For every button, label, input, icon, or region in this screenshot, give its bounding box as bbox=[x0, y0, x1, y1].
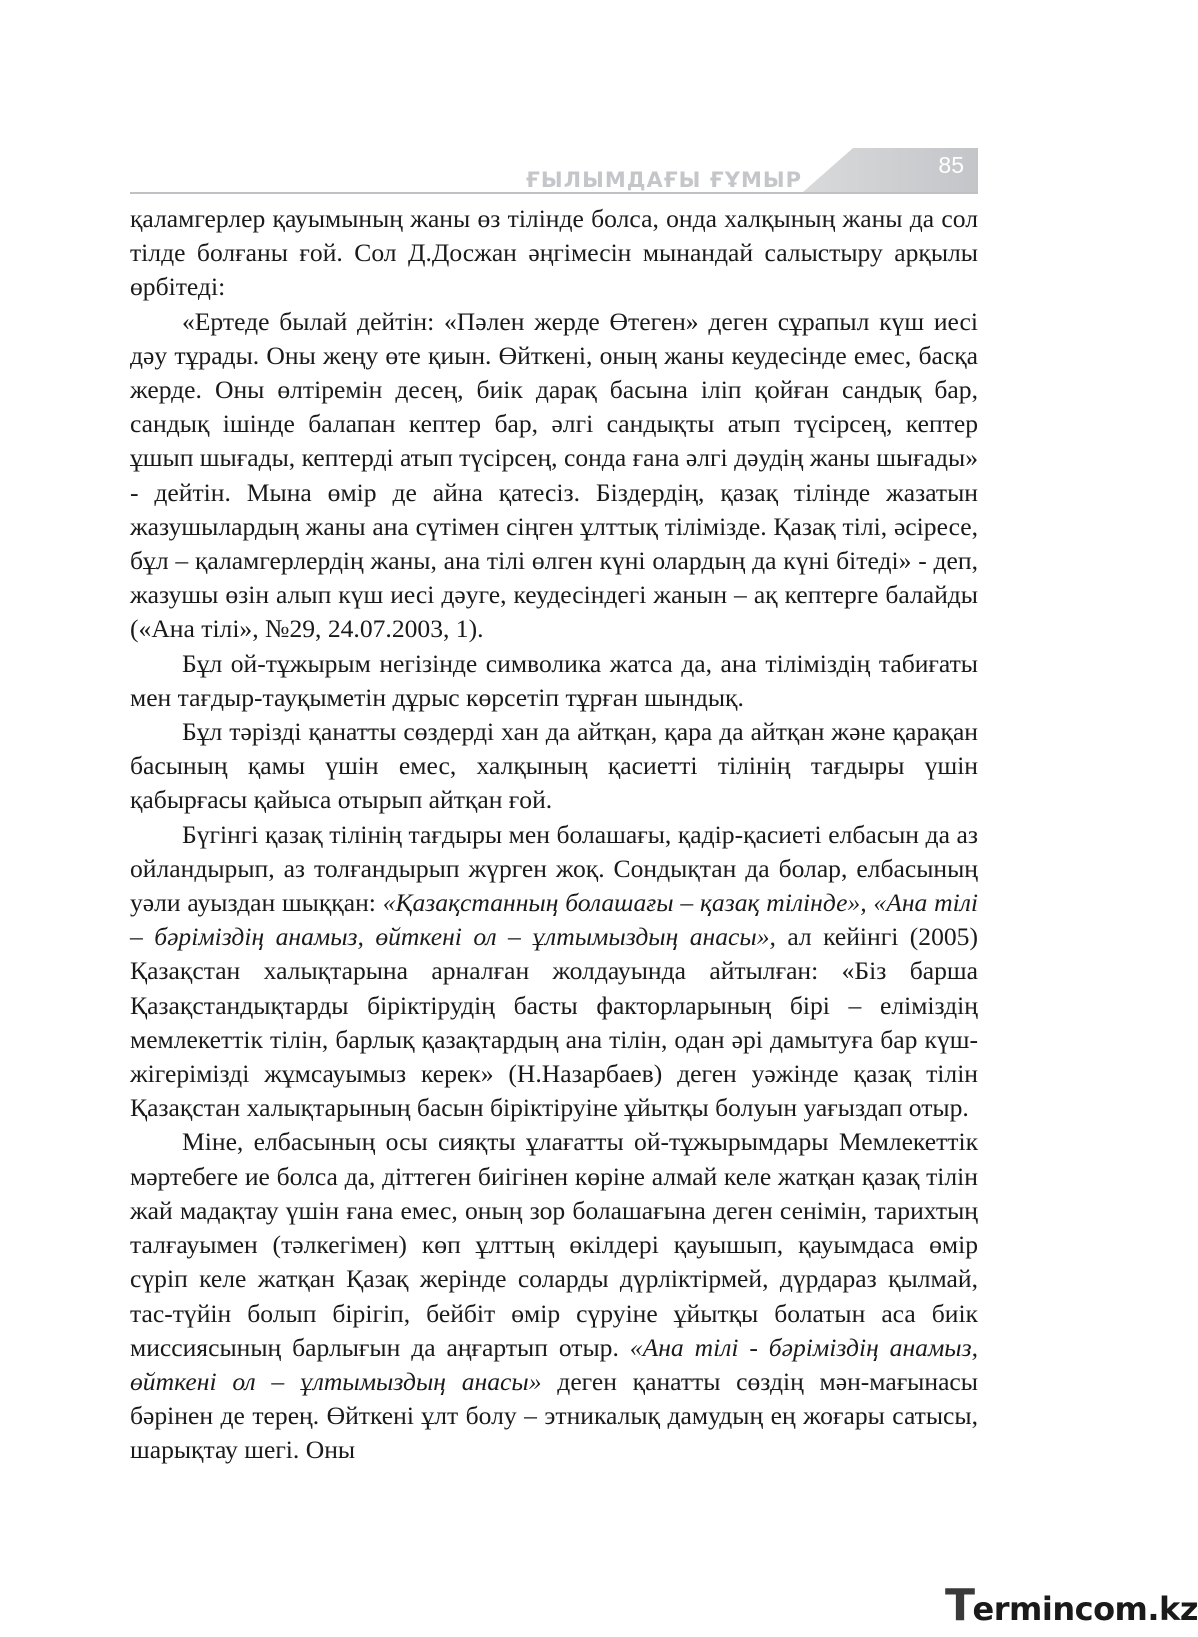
paragraph: Бұл тәрізді қанатты сөздерді хан да айтқан, қара да айтқан және қарақан басының қамы үшін емес, халқының қасиетті тілінің тағдыры үшін қабырғасы қайыса отырып айтқан ғой. bbox=[130, 717, 978, 815]
watermark-letter-t: T bbox=[945, 1580, 975, 1631]
running-header bbox=[130, 148, 978, 196]
header-rule bbox=[130, 192, 978, 194]
paragraph: «Ертеде былай дейтін: «Пәлен жерде Өтеген» деген сұрапыл күш иесі дәу тұрады. Оны жеңу өте қиын. Өйткені, оның жаны кеудесінде емес, басқа жерде. Оны өлтіремін десең, биік дарақ басына іліп қойған сандық бар, сандық ішінде балапан кептер бар, әлгі сандықты атып түсірсең, кептер ұшып шығады, кептерді атып түсірсең, сонда ғана әлгі дәудің жаны шығады» - дейтін. Мына өмір де айна қатесіз. Біздердің, қазақ тілінде жазатын жазушылардың жаны ана сүтімен сіңген ұлттық тілімізде. Қазақ тілі, әсіресе, бұл – қаламгерлердің жаны, ана тілі өлген күні олардың да күні бітеді» - деп, жазушы өзін алып күш иесі дәуге, кеудесіндегі жанын – ақ кептерге балайды («Ана тілі», №29, 24.07.2003, 1). bbox=[130, 306, 978, 644]
body-text bbox=[130, 202, 978, 1468]
paragraph bbox=[130, 1125, 978, 1467]
page-number: 85 bbox=[938, 152, 964, 178]
paragraph: қаламгерлер қауымының жаны өз тілінде болса, онда халқының жаны да сол тілде болғаны ғой. Сол Д.Досжан әңгімесін мынандай салыстыру арқылы өрбітеді: bbox=[130, 204, 978, 302]
watermark-domain: .kz bbox=[1147, 1590, 1198, 1628]
site-watermark-logo bbox=[945, 1580, 1198, 1631]
paragraph-text: Міне, елбасының осы сияқты ұлағатты ой-тұжырымдары Мемлекеттік мәртебеге ие болса да, діттеген биігінен көріне алмай келе жатқан қазақ тілін жай мадақтау үшін ғана емес, оның зор болашағына деген сенімін, тарихтың талғауымен (тәлкегімен) көп ұлттың өкілдері қауышып, қауымдаса өмір сүріп келе жатқан Қазақ жерінде соларды дүрліктірмей, дүрдараз қылмай, тас-түйін болып бірігіп, бейбіт өмір сүруіне ұйытқы болатын аса биік миссиясының барлығын да аңғартып отыр. bbox=[130, 1127, 978, 1362]
paragraph bbox=[130, 818, 978, 1126]
italic-quote: «Ана тілі - бәріміздің анамыз, өйткені ол – ұлтымыздың анасы» bbox=[130, 1332, 978, 1396]
italic-quote: «Қазақстанның болашағы – қазақ тілінде», «Ана тілі – бәріміздің анамыз, өйткені ол – ұлтымыздың анасы», bbox=[130, 888, 978, 952]
paragraph-text: деген қанатты сөздің мән-мағынасы бәрінен де терең. Өйткені ұлт болу – этникалық дамудың ең жоғары сатысы, шарықтау шегі. Оны bbox=[130, 1366, 978, 1465]
paragraph-text: Бүгінгі қазақ тілінің тағдыры мен болашағы, қадір-қасиеті елбасын да аз ойландырып, аз толғандырып жүрген жоқ. Сондықтан да болар, елбасының уәли ауыздан шыққан: bbox=[130, 819, 978, 918]
paragraph-text: ал кейінгі (2005) Қазақстан халықтарына арналған жолдауында айтылған: «Біз барша Қазақстандықтарды біріктірудің басты факторларының бірі – еліміздің мемлекеттік тілін, барлық қазақтардың ана тілін, одан әрі дамытуға бар күш-жігерімізді жұмсауымыз керек» (Н.Назарбаев) деген уәжінде қазақ тілін Қазақстан халықтарының басын біріктіруіне ұйытқы болуын уағыздап отыр. bbox=[130, 922, 978, 1123]
paragraph: Бұл ой-тұжырым негізінде символика жатса да, ана тіліміздің табиғаты мен тағдыр-тауқыметін дұрыс көрсетіп тұрған шындық. bbox=[130, 648, 978, 712]
watermark-text: ermincom bbox=[972, 1590, 1148, 1628]
section-title: ҒЫЛЫМДАҒЫ ҒҰМЫР bbox=[525, 168, 802, 192]
